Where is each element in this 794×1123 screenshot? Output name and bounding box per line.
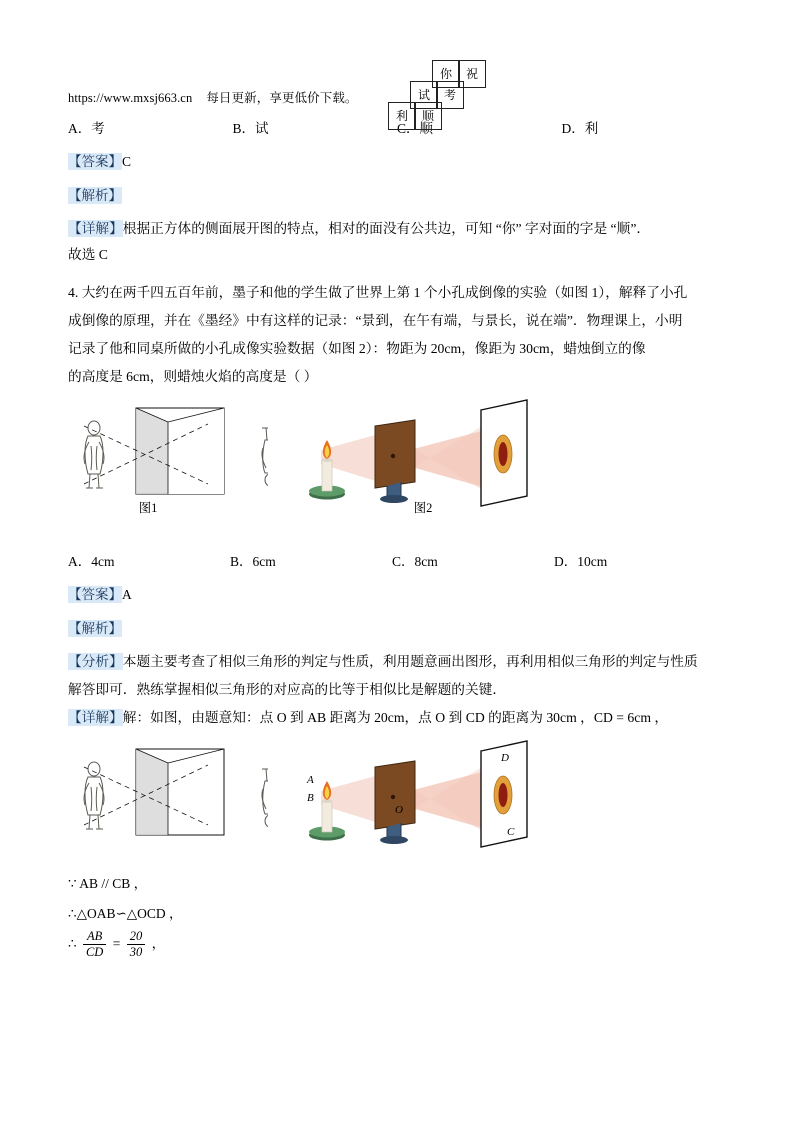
q4-option-b[interactable] bbox=[230, 547, 392, 577]
figure2-caption: 图2 bbox=[413, 501, 433, 515]
fraction-ab-numerator: AB bbox=[83, 929, 106, 945]
label-O: O bbox=[395, 804, 403, 816]
cube-cell-ni: 你 bbox=[432, 60, 460, 88]
q4-detail-text: 解：如图，由题意知：点 O 到 AB 距离为 20cm，点 O 到 CD 的距离为 30cm ，CD = 6cm ， bbox=[122, 710, 669, 725]
label-C: C bbox=[507, 826, 515, 838]
pinhole-svg-4 bbox=[283, 739, 543, 851]
q3-option-b-text: 试 bbox=[255, 121, 269, 136]
q4-option-a-label: A． bbox=[68, 554, 92, 569]
q4-detail-label: 【详解】 bbox=[68, 710, 123, 725]
fraction-30-denominator: 30 bbox=[129, 945, 143, 960]
q4-analysis-label: 【分析】 bbox=[68, 654, 123, 669]
cube-cell-zhu: 祝 bbox=[458, 60, 486, 88]
fraction-ab-denominator: CD bbox=[85, 945, 104, 960]
q4-stem-text-1: 大约在两千四五百年前，墨子和他的学生做了世界上第 1 个小孔成倒像的实验（如图 1），解释了小孔 bbox=[81, 285, 688, 300]
q4-stem-line4: 的高度是 6cm，则蜡烛火焰的高度是（ ） bbox=[68, 369, 318, 384]
pinhole-diagram-solution-left bbox=[68, 739, 268, 847]
pinhole-svg-2 bbox=[283, 398, 543, 508]
q4-option-a[interactable] bbox=[68, 547, 230, 577]
q3-answer-line bbox=[68, 146, 726, 178]
q4-options bbox=[68, 547, 726, 577]
q4-stem-line1 bbox=[68, 278, 726, 308]
cube-cell-li: 利 bbox=[388, 102, 416, 130]
q4-stem-line3: 记录了他和同桌所做的小孔成像实验数据（如图 2）：物距为 20cm，像距为 30cm，蜡烛倒立的像 bbox=[68, 341, 646, 356]
q4-answer-tag: 【答案】 bbox=[68, 587, 122, 602]
q3-option-d-label: D． bbox=[561, 121, 585, 136]
document-content bbox=[68, 60, 726, 960]
q4-solution-figures bbox=[68, 739, 726, 859]
q4-option-c-text: 8cm bbox=[414, 554, 438, 569]
q3-option-a-text: 考 bbox=[91, 121, 105, 136]
pinhole-svg-3 bbox=[68, 739, 268, 849]
q4-proof-line-3 bbox=[68, 929, 726, 960]
q4-analysis-line bbox=[68, 613, 726, 645]
q4-option-c[interactable] bbox=[392, 547, 554, 577]
q3-option-c-text: 顺 bbox=[419, 121, 434, 136]
q4-option-b-text: 6cm bbox=[252, 554, 276, 569]
q3-option-b-label: B． bbox=[232, 121, 256, 136]
q4-option-b-label: B． bbox=[230, 554, 253, 569]
q3-option-a-label: A． bbox=[68, 121, 92, 136]
q3-option-a[interactable] bbox=[68, 114, 233, 144]
fraction-20-30 bbox=[127, 929, 146, 960]
q3-option-d-text: 利 bbox=[584, 121, 599, 136]
pinhole-diagram-figure1 bbox=[68, 398, 268, 515]
q4-proof-suffix: ， bbox=[151, 936, 166, 951]
q4-analysis-body-2: 解答即可．熟练掌握相似三角形的对应高的比等于相似比是解题的关键． bbox=[68, 682, 507, 697]
q3-option-c-label: C． bbox=[397, 121, 420, 136]
cube-cell-shi: 试 bbox=[410, 81, 438, 109]
q4-analysis-tag: 【解析】 bbox=[68, 621, 122, 636]
pinhole-diagram-solution-right bbox=[283, 739, 543, 847]
q4-answer-value: A bbox=[122, 587, 132, 602]
q4-proof-line-1: ∵ AB // CB ， bbox=[68, 876, 148, 891]
q4-number: 4. bbox=[68, 285, 79, 300]
label-A: A bbox=[307, 774, 314, 786]
label-D: D bbox=[501, 752, 509, 764]
figure1-caption: 图1 bbox=[138, 501, 158, 515]
q3-analysis-line bbox=[68, 180, 726, 212]
q4-proof-line-2: ∴△OAB∽△OCD ， bbox=[68, 906, 183, 921]
q4-proof-equals: = bbox=[112, 936, 121, 951]
q4-proof-prefix: ∴ bbox=[68, 936, 77, 951]
q3-conclusion: 故选 C bbox=[68, 247, 108, 262]
cube-cell-kao: 考 bbox=[436, 81, 464, 109]
q4-figures bbox=[68, 398, 726, 533]
label-B: B bbox=[307, 792, 314, 804]
q4-option-d-label: D． bbox=[554, 554, 578, 569]
q3-option-d[interactable] bbox=[562, 114, 727, 144]
q4-option-a-text: 4cm bbox=[91, 554, 115, 569]
fraction-20-numerator: 20 bbox=[127, 929, 146, 945]
cube-net-figure bbox=[388, 60, 508, 130]
q4-analysis-body-1 bbox=[68, 647, 726, 677]
pinhole-diagram-figure2 bbox=[283, 398, 543, 515]
q4-option-c-label: C． bbox=[392, 554, 415, 569]
source-url-note: 每日更新，享更低价下载。 bbox=[206, 91, 358, 105]
header-row bbox=[68, 60, 726, 123]
cube-cell-shun: 顺 bbox=[414, 102, 442, 130]
q3-detail-text: 根据正方体的侧面展开图的特点，相对的面没有公共边，可知 “你” 字对面的字是 “顺”． bbox=[122, 221, 651, 236]
q4-answer-line bbox=[68, 579, 726, 611]
q3-answer-value: C bbox=[122, 154, 132, 169]
q3-option-b[interactable] bbox=[233, 114, 398, 144]
q4-stem-line2: 成倒像的原理，并在《墨经》中有这样的记录：“景到，在午有端，与景长，说在端”．物理课上，小明 bbox=[68, 313, 683, 328]
q4-analysis-text-1: 本题主要考查了相似三角形的判定与性质，利用题意画出图形，再利用相似三角形的判定与性质 bbox=[122, 654, 698, 669]
source-url-line bbox=[68, 88, 358, 106]
pinhole-svg-1 bbox=[68, 398, 268, 508]
q4-detail-body bbox=[68, 703, 726, 733]
q3-detail-line bbox=[68, 214, 726, 244]
q3-answer-tag: 【答案】 bbox=[68, 154, 122, 169]
q4-option-d-text: 10cm bbox=[577, 554, 608, 569]
fraction-ab-cd bbox=[83, 929, 106, 960]
q4-option-d[interactable] bbox=[554, 547, 716, 577]
q3-detail-tag: 【详解】 bbox=[68, 221, 123, 236]
q3-analysis-tag: 【解析】 bbox=[68, 188, 122, 203]
source-url: https://www.mxsj663.cn bbox=[68, 91, 193, 105]
